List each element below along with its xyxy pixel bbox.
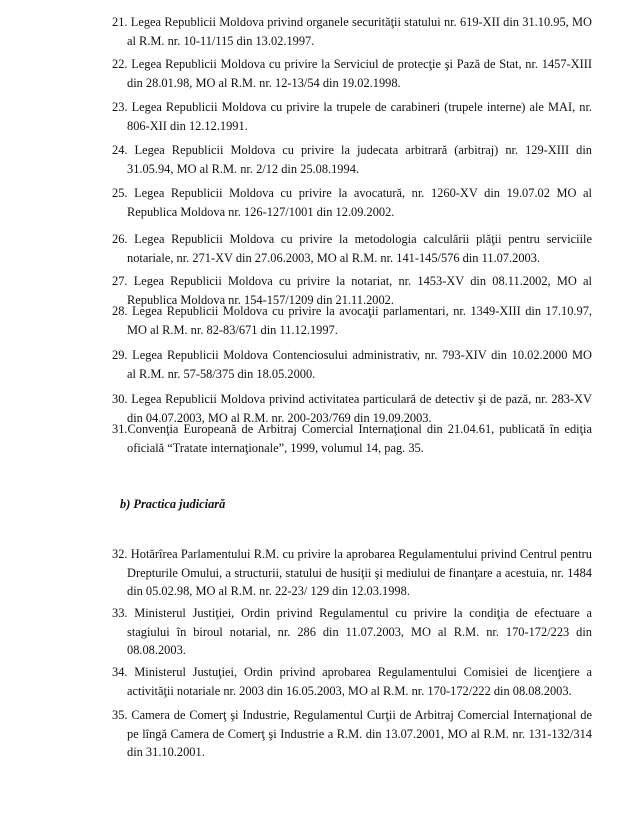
reference-entry — [112, 545, 592, 601]
reference-line: 26. Legea Republicii Moldova cu privire la metodologia calculării plăţii pentru serviciile — [112, 232, 592, 246]
reference-line: stagiului în biroul notarial, nr. 286 din 11.07.2003, MO al R.M. nr. 170-172/223 din — [127, 624, 592, 639]
reference-line: din 05.02.98, MO al R.M. nr. 22-23/ 129 din 12.03.1998. — [127, 584, 410, 599]
reference-line: 34. Ministerul Justuţiei, Ordin privind aprobarea Regulamentului Comisiei de licenţiere a — [112, 665, 592, 679]
reference-entry — [112, 184, 592, 221]
reference-line: 30. Legea Republicii Moldova privind activitatea particulară de detectiv şi de pază, nr. 283-XV — [112, 392, 592, 406]
reference-entry — [112, 346, 592, 383]
reference-line: 33. Ministerul Justiţiei, Ordin privind Regulamentul cu privire la condiţia de efectuare a — [112, 606, 592, 620]
reference-line: oficială “Tratate internaţionale”, 1999, volumul 14, pag. 35. — [127, 440, 424, 455]
reference-line: din 31.10.2001. — [127, 745, 205, 760]
reference-line: pe lîngă Camera de Comerţ şi Industrie a R.M. din 13.07.2001, MO al R.M. nr. 131-132/314 — [127, 726, 592, 741]
reference-line: 32. Hotărîrea Parlamentului R.M. cu privire la aprobarea Regulamentului privind Centrul pentru — [112, 547, 592, 561]
reference-entry — [112, 55, 592, 92]
reference-line: notariale, nr. 271-XV din 27.06.2003, MO al R.M. nr. 141-145/576 din 11.07.2003. — [127, 250, 540, 265]
reference-line: Drepturile Omului, a structurii, statului de husiţii şi mediului de finanţare a acestuia, nr. 1484 — [127, 565, 592, 580]
reference-line: 08.08.2003. — [127, 643, 186, 658]
reference-entry — [112, 141, 592, 178]
reference-line: 23. Legea Republicii Moldova cu privire la trupele de carabineri (trupele interne) ale MAI, nr. — [112, 100, 592, 114]
reference-entry — [112, 706, 592, 762]
reference-line: 806-XII din 12.12.1991. — [127, 118, 248, 133]
reference-line: activităţii notariale nr. 2003 din 16.05.2003, MO al R.M. nr. 170-172/222 din 08.08.2003. — [127, 683, 572, 698]
reference-entry — [112, 420, 592, 457]
reference-line: 27. Legea Republicii Moldova cu privire la notariat, nr. 1453-XV din 08.11.2002, MO al — [112, 274, 592, 288]
reference-line: 28. Legea Republicii Moldova cu privire la avocaţii parlamentari, nr. 1349-XIII din 17.10.97, — [112, 304, 592, 318]
reference-entry — [112, 230, 592, 267]
reference-entry — [112, 302, 592, 339]
reference-entry — [112, 13, 592, 50]
reference-line: 25. Legea Republicii Moldova cu privire la avocatură, nr. 1260-XV din 19.07.02 MO al — [112, 186, 592, 200]
section-heading: b) Practica judiciară — [120, 497, 226, 511]
reference-line: Republica Moldova nr. 154-157/1209 din 21.11.2002. — [127, 292, 394, 307]
reference-entry — [112, 663, 592, 700]
reference-line: al R.M. nr. 10-11/115 din 13.02.1997. — [127, 33, 315, 48]
reference-line: 35. Camera de Comerţ şi Industrie, Regulamentul Curţii de Arbitraj Comercial Internaţional de — [112, 708, 592, 722]
reference-line: Republica Moldova nr. 126-127/1001 din 12.09.2002. — [127, 204, 395, 219]
reference-line: 21. Legea Republicii Moldova privind organele securităţii statului nr. 619-XII din 31.10.95, MO — [112, 15, 592, 29]
reference-entry — [112, 98, 592, 135]
reference-line: 31.05.94, MO al R.M. nr. 2/12 din 25.08.1994. — [127, 161, 359, 176]
reference-line: din 04.07.2003, MO al R.M. nr. 200-203/769 din 19.09.2003. — [127, 410, 432, 425]
reference-entry — [112, 604, 592, 660]
reference-line: al R.M. nr. 57-58/375 din 18.05.2000. — [127, 366, 316, 381]
reference-line: 24. Legea Republicii Moldova cu privire la judecata arbitrară (arbitraj) nr. 129-XIII din — [112, 143, 592, 157]
reference-line: din 28.01.98, MO al R.M. nr. 12-13/54 din 19.02.1998. — [127, 75, 401, 90]
reference-line: MO al R.M. nr. 82-83/671 din 11.12.1997. — [127, 322, 338, 337]
reference-line: 22. Legea Republicii Moldova cu privire la Serviciul de protecţie şi Pază de Stat, nr. 1457-XIII — [112, 57, 592, 71]
reference-line: 31.Convenţia Europeană de Arbitraj Comercial Internaţional din 21.04.61, publicată în ediţia — [112, 422, 592, 436]
reference-line: 29. Legea Republicii Moldova Contenciosului administrativ, nr. 793-XIV din 10.02.2000 MO — [112, 348, 592, 362]
